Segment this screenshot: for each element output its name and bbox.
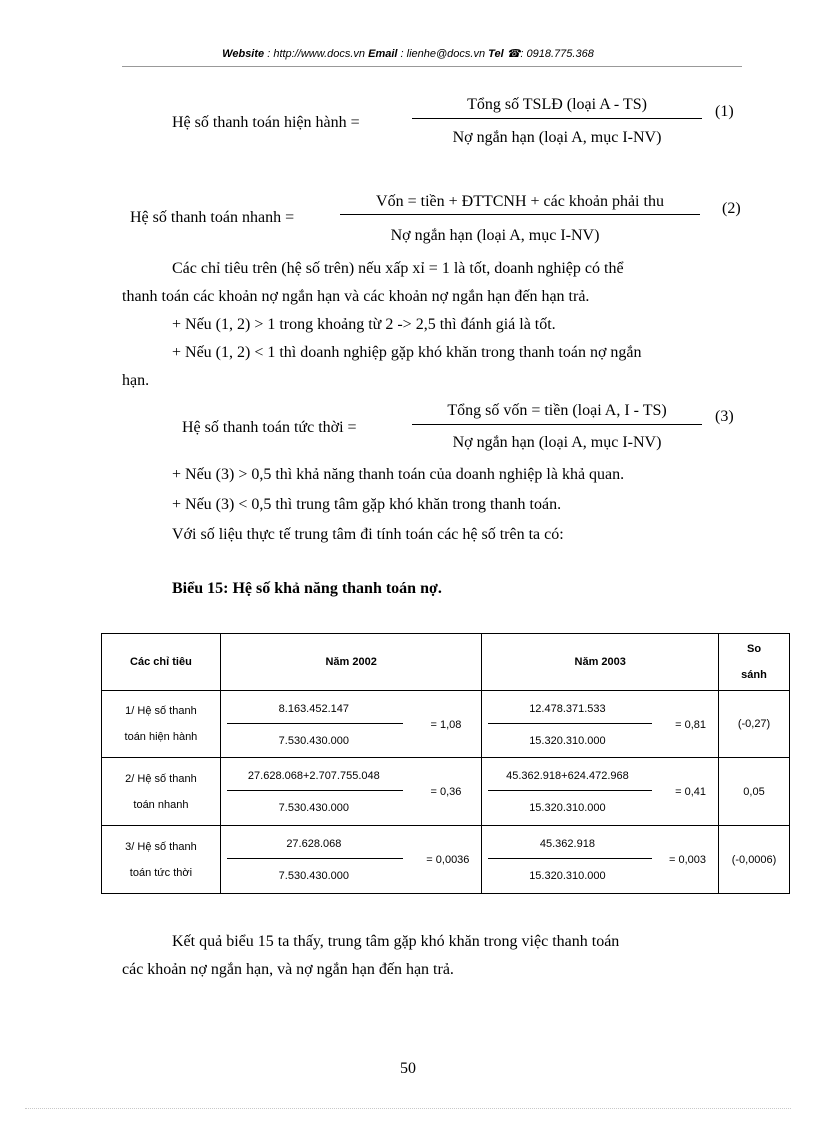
email-label: Email — [368, 48, 398, 60]
paragraph-line: + Nếu (1, 2) > 1 trong khoảng từ 2 -> 2,5 thì đánh giá là tốt. — [172, 316, 556, 333]
table-row — [102, 691, 790, 758]
cell-2002 — [220, 826, 482, 894]
row-label — [102, 691, 221, 758]
fraction-bar — [227, 858, 403, 859]
cell-2003 — [482, 758, 719, 826]
numerator: 8.163.452.147 — [278, 703, 350, 715]
numerator: 27.628.068 — [286, 838, 342, 850]
fraction-bar — [412, 424, 702, 425]
fraction-bar — [488, 723, 652, 724]
page-header — [0, 47, 816, 60]
paragraph-line: + Nếu (3) > 0,5 thì khả năng thanh toán của doanh nghiệp là khả quan. — [172, 466, 625, 483]
formula-numerator: Tổng số vốn = tiền (loại A, I - TS) — [447, 402, 667, 419]
formula-denominator: Nợ ngắn hạn (loại A, mục I-NV) — [452, 129, 662, 146]
numerator: 27.628.068+2.707.755.048 — [247, 770, 380, 782]
paragraph-line: Kết quả biểu 15 ta thấy, trung tâm gặp khó khăn trong việc thanh toán — [172, 933, 620, 950]
row-label-line1: 3/ Hệ số thanh — [125, 840, 197, 853]
row-label-line2: toán nhanh — [133, 798, 189, 811]
website-label: Website — [222, 48, 265, 60]
paragraph-line: các khoản nợ ngắn hạn, và nợ ngắn hạn đến hạn trả. — [122, 961, 454, 978]
fraction-bar — [227, 723, 403, 724]
numerator: 45.362.918 — [539, 838, 595, 850]
row-label-line2: toán tức thời — [129, 866, 193, 879]
header-compare-line1: So — [746, 643, 762, 655]
row-label — [102, 758, 221, 826]
email-address[interactable]: : lienhe@docs.vn — [400, 48, 486, 60]
cell-2003 — [482, 826, 719, 894]
paragraph-line: + Nếu (1, 2) < 1 thì doanh nghiệp gặp khó khăn trong thanh toán nợ ngắn — [172, 344, 642, 361]
solvency-table — [101, 633, 790, 894]
header-year-2002: Năm 2002 — [220, 634, 482, 691]
denominator: 7.530.430.000 — [278, 802, 350, 814]
table-caption: Biểu 15: Hệ số khả năng thanh toán nợ. — [172, 580, 442, 597]
paragraph-line: thanh toán các khoản nợ ngắn hạn và các khoản nợ ngắn hạn đến hạn trả. — [122, 288, 590, 305]
table-row — [102, 758, 790, 826]
cell-2002 — [220, 758, 482, 826]
paragraph-line: Với số liệu thực tế trung tâm đi tính toán các hệ số trên ta có: — [172, 526, 564, 543]
denominator: 7.530.430.000 — [278, 735, 350, 747]
formula-label: Hệ số thanh toán nhanh = — [130, 209, 295, 226]
tel-number: : 0918.775.368 — [520, 48, 594, 60]
header-compare — [719, 634, 790, 691]
formula-index: (2) — [722, 200, 741, 217]
cell-2002 — [220, 691, 482, 758]
result: = 0,41 — [675, 786, 707, 798]
paragraph-line: hạn. — [122, 372, 150, 389]
fraction-bar — [412, 118, 702, 119]
formula-numerator: Vốn = tiền + ĐTTCNH + các khoản phải thu — [376, 193, 664, 210]
denominator: 15.320.310.000 — [529, 735, 606, 747]
row-label-line2: toán hiện hành — [124, 731, 198, 743]
compare-value: 0,05 — [719, 758, 790, 826]
paragraph-line: + Nếu (3) < 0,5 thì trung tâm gặp khó khăn trong thanh toán. — [172, 496, 562, 513]
tel-label: Tel — [488, 48, 504, 60]
formula-index: (3) — [715, 408, 734, 425]
row-label-line1: 2/ Hệ số thanh — [125, 772, 197, 785]
website-url[interactable]: : http://www.docs.vn — [267, 48, 366, 60]
formula-label: Hệ số thanh toán tức thời = — [182, 419, 357, 436]
row-label-line1: 1/ Hệ số thanh — [125, 705, 197, 717]
page-number: 50 — [400, 1060, 416, 1077]
header-year-2003: Năm 2003 — [482, 634, 719, 691]
footer-divider — [25, 1108, 791, 1109]
fraction-bar — [227, 790, 403, 791]
compare-value: (-0,0006) — [719, 826, 790, 894]
result: = 0,003 — [669, 854, 707, 866]
header-compare-line2: sánh — [741, 669, 767, 681]
result: = 1,08 — [430, 719, 462, 731]
formula-numerator: Tổng số TSLĐ (loại A - TS) — [467, 96, 647, 113]
fraction-bar — [340, 214, 700, 215]
phone-icon: ☎ — [506, 48, 521, 60]
numerator: 12.478.371.533 — [529, 703, 606, 715]
denominator: 15.320.310.000 — [529, 870, 606, 882]
fraction-bar — [488, 790, 652, 791]
formula-label: Hệ số thanh toán hiện hành = — [172, 114, 360, 131]
result: = 0,81 — [675, 719, 707, 731]
header-indicator: Các chỉ tiêu — [102, 634, 221, 691]
denominator: 15.320.310.000 — [529, 802, 606, 814]
compare-value: (-0,27) — [719, 691, 790, 758]
formula-denominator: Nợ ngắn hạn (loại A, mục I-NV) — [452, 434, 662, 451]
formula-denominator: Nợ ngắn hạn (loại A, mục I-NV) — [390, 227, 600, 244]
cell-2003 — [482, 691, 719, 758]
row-label — [102, 826, 221, 894]
numerator: 45.362.918+624.472.968 — [506, 770, 629, 782]
table-row — [102, 826, 790, 894]
table-header-row — [102, 634, 790, 691]
denominator: 7.530.430.000 — [278, 870, 350, 882]
result: = 0,36 — [430, 786, 462, 798]
header-divider — [122, 66, 742, 67]
formula-index: (1) — [715, 103, 734, 120]
paragraph-line: Các chỉ tiêu trên (hệ số trên) nếu xấp xỉ = 1 là tốt, doanh nghiệp có thể — [172, 260, 624, 277]
result: = 0,0036 — [426, 854, 470, 866]
fraction-bar — [488, 858, 652, 859]
